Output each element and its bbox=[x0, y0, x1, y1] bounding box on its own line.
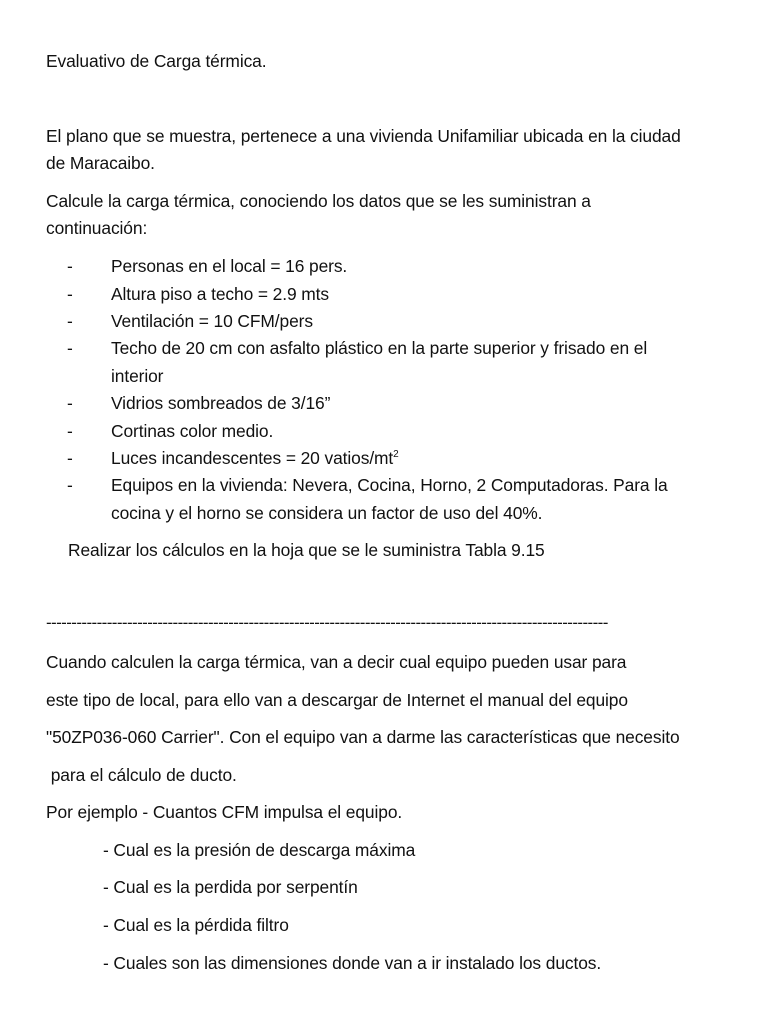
list-item-text: cocina y el horno se considera un factor de uso del 40%. bbox=[111, 503, 543, 523]
list-dash: - bbox=[67, 338, 73, 358]
section2-line-2: este tipo de local, para ello van a descargar de Internet el manual del equipo bbox=[46, 690, 628, 710]
superscript-2: 2 bbox=[393, 449, 399, 460]
list-dash: - bbox=[67, 448, 73, 468]
instruction-text: Realizar los cálculos en la hoja que se le suministra Tabla 9.15 bbox=[68, 540, 545, 560]
intro-paragraph-2-line-1: Calcule la carga térmica, conociendo los datos que se les suministran a bbox=[46, 191, 591, 211]
intro-paragraph-1-line-1: El plano que se muestra, pertenece a una vivienda Unifamiliar ubicada en la ciudad bbox=[46, 126, 681, 146]
intro-paragraph-1-line-2: de Maracaibo. bbox=[46, 153, 155, 173]
list-item-text: Altura piso a techo = 2.9 mts bbox=[111, 284, 329, 304]
dashed-separator: --------------------------------------------------------------------------------------------------------------- bbox=[46, 613, 608, 632]
question-item: - Cual es la presión de descarga máxima bbox=[103, 840, 416, 860]
section2-line-4: para el cálculo de ducto. bbox=[46, 765, 237, 785]
list-item-text bbox=[111, 448, 399, 472]
list-dash: - bbox=[67, 311, 73, 331]
question-item: - Cual es la perdida por serpentín bbox=[103, 877, 358, 897]
list-dash: - bbox=[67, 475, 73, 495]
list-item-text: interior bbox=[111, 366, 164, 386]
list-item-text: Ventilación = 10 CFM/pers bbox=[111, 311, 313, 331]
section2-line-1: Cuando calculen la carga térmica, van a decir cual equipo pueden usar para bbox=[46, 652, 627, 672]
list-dash: - bbox=[67, 284, 73, 304]
list-dash: - bbox=[67, 256, 73, 276]
list-item-text: Techo de 20 cm con asfalto plástico en la parte superior y frisado en el bbox=[111, 338, 648, 358]
document-title: Evaluativo de Carga térmica. bbox=[46, 51, 267, 71]
lights-text: Luces incandescentes = 20 vatios/mt bbox=[111, 448, 394, 468]
list-item-text: Cortinas color medio. bbox=[111, 421, 274, 441]
list-item-text: Equipos en la vivienda: Nevera, Cocina, Horno, 2 Computadoras. Para la bbox=[111, 475, 668, 495]
section2-line-5: Por ejemplo - Cuantos CFM impulsa el equipo. bbox=[46, 802, 403, 822]
list-item-text: Vidrios sombreados de 3/16” bbox=[111, 393, 331, 413]
question-item: - Cuales son las dimensiones donde van a ir instalado los ductos. bbox=[103, 953, 602, 973]
intro-paragraph-2-line-2: continuación: bbox=[46, 218, 148, 238]
question-item: - Cual es la pérdida filtro bbox=[103, 915, 289, 935]
section2-line-3: "50ZP036-060 Carrier". Con el equipo van a darme las características que necesito bbox=[46, 727, 680, 747]
list-dash: - bbox=[67, 421, 73, 441]
list-item-text: Personas en el local = 16 pers. bbox=[111, 256, 348, 276]
list-dash: - bbox=[67, 393, 73, 413]
